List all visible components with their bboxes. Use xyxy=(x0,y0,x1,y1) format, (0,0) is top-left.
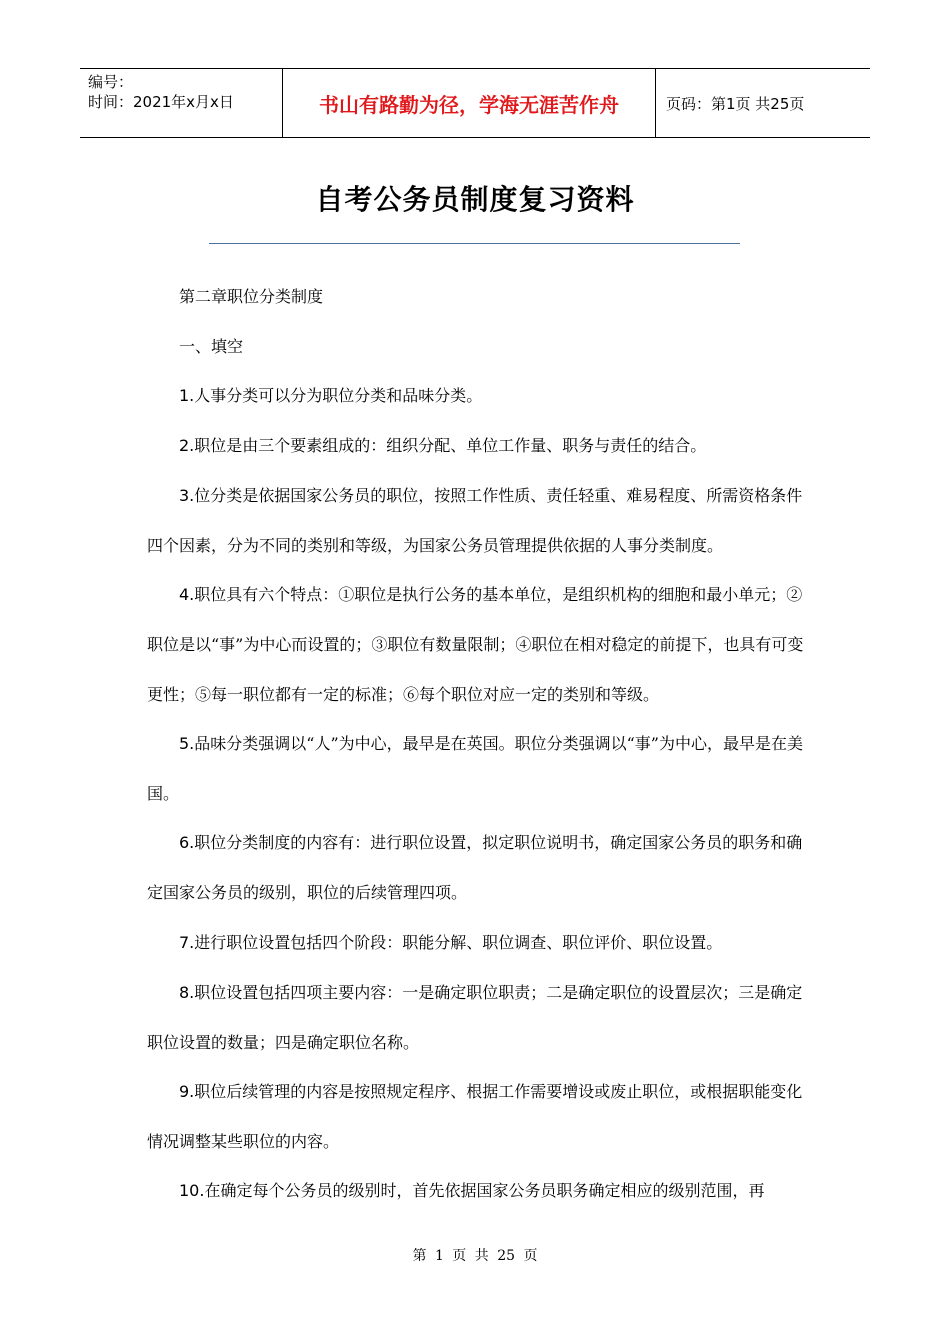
item-text: 职位设置包括四项主要内容：一是确定职位职责；二是确定职位的设置层次；三是确定职位设置的数量；四是确定职位名称。 xyxy=(147,983,803,1052)
item-number: 8. xyxy=(179,983,195,1002)
list-item xyxy=(147,421,807,471)
list-item xyxy=(147,371,807,421)
item-number: 10. xyxy=(179,1181,205,1200)
header-meta xyxy=(80,69,282,137)
list-item xyxy=(147,719,807,819)
serial-label: 编号： xyxy=(88,73,134,91)
item-number: 6. xyxy=(179,833,195,852)
list-item xyxy=(147,818,807,918)
item-number: 7. xyxy=(179,933,195,952)
list-item xyxy=(147,968,807,1068)
list-item xyxy=(147,471,807,571)
title-divider xyxy=(209,243,740,244)
item-text: 在确定每个公务员的级别时，首先依据国家公务员职务确定相应的级别范围，再 xyxy=(204,1181,765,1200)
item-number: 2. xyxy=(179,436,195,455)
header-page-info: 页码：第1页 共25页 xyxy=(666,94,805,113)
item-text: 职位后续管理的内容是按照规定程序、根据工作需要增设或废止职位，或根据职能变化情况调整某些职位的内容。 xyxy=(147,1082,803,1151)
item-number: 9. xyxy=(179,1082,195,1101)
list-item xyxy=(147,1166,807,1216)
chapter-heading: 第二章职位分类制度 xyxy=(179,287,324,306)
item-text: 人事分类可以分为职位分类和品味分类。 xyxy=(194,386,483,405)
item-number: 3. xyxy=(179,486,195,505)
item-text: 职位具有六个特点：①职位是执行公务的基本单位，是组织机构的细胞和最小单元；②职位是以“事”为中心而设置的；③职位有数量限制；④职位在相对稳定的前提下，也具有可变更性；⑤每一职位都有一定的标准；⑥每个职位对应一定的类别和等级。 xyxy=(147,585,804,704)
time-label: 时间：2021年x月x日 xyxy=(88,93,234,111)
item-text: 品味分类强调以“人”为中心，最早是在英国。职位分类强调以“事”为中心，最早是在美国。 xyxy=(147,734,803,803)
item-text: 进行职位设置包括四个阶段：职能分解、职位调查、职位评价、职位设置。 xyxy=(194,933,723,952)
item-number: 4. xyxy=(179,585,195,604)
list-item xyxy=(147,918,807,968)
section-heading: 一、填空 xyxy=(179,337,244,356)
item-number: 5. xyxy=(179,734,195,753)
list-item xyxy=(147,1067,807,1167)
list-item xyxy=(147,570,807,720)
item-number: 1. xyxy=(179,386,195,405)
item-text: 职位是由三个要素组成的：组织分配、单位工作量、职务与责任的结合。 xyxy=(194,436,707,455)
header-motto: 书山有路勤为径，学海无涯苦作舟 xyxy=(282,69,656,137)
header-table xyxy=(80,68,870,138)
page-footer: 第 1 页 共 25 页 xyxy=(412,1248,538,1264)
item-text: 职位分类制度的内容有：进行职位设置，拟定职位说明书，确定国家公务员的职务和确定国家公务员的级别，职位的后续管理四项。 xyxy=(147,833,803,902)
item-text: 位分类是依据国家公务员的职位，按照工作性质、责任轻重、难易程度、所需资格条件四个因素，分为不同的类别和等级，为国家公务员管理提供依据的人事分类制度。 xyxy=(147,486,803,555)
document-title: 自考公务员制度复习资料 xyxy=(315,183,635,216)
